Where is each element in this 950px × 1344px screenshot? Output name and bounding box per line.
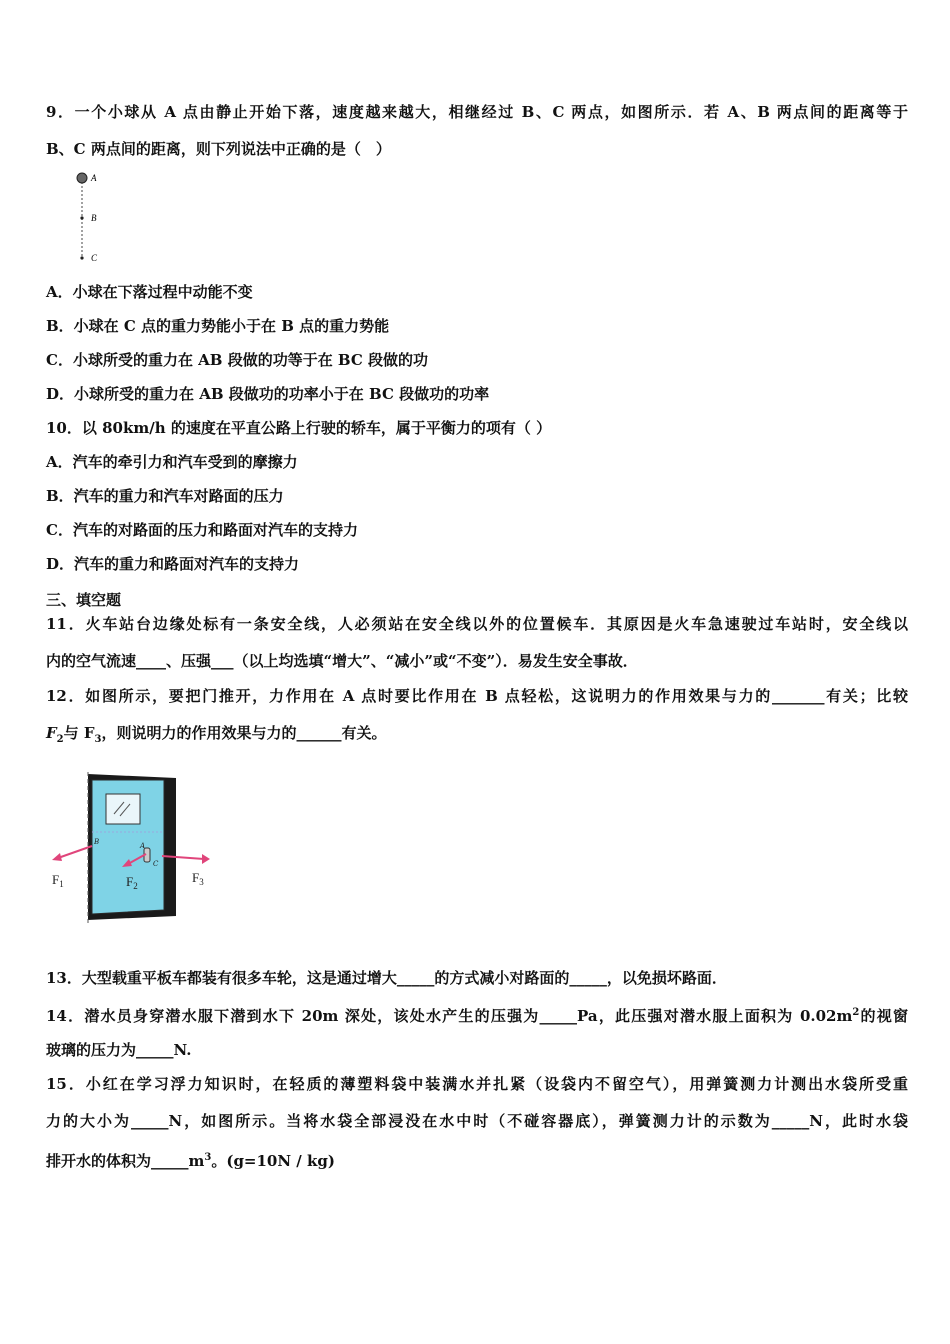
label-b: B [91,213,97,223]
q15-line2: 力的大小为_____N，如图所示。当将水袋全部浸没在水中时（不碰容器底），弹簧测力计的示数为_____N，此时水袋 [46,1112,908,1130]
door-window [106,794,140,824]
ball-icon [77,173,87,183]
q9-stem-line1: 9．一个小球从 A 点由静止开始下落，速度越来越大，相继经过 B、C 两点，如图所示．若 A、B 两点间的距离等于 [46,103,908,121]
section-title: 三、填空题 [46,591,122,609]
point-b-dot [80,216,83,219]
label-a: A [91,173,97,183]
q14-line2: 玻璃的压力为_____N. [46,1041,192,1059]
label-c: C [91,253,98,263]
q14-sup: 2 [852,1007,860,1018]
q14-line1-text: 14．潜水员身穿潜水服下潜到水下 20m 深处，该处水产生的压强为_____Pa，此压强对潜水服上面积为 0.02m [46,1007,853,1025]
point-a-label: A [140,842,146,850]
q9-option-d: D．小球所受的重力在 AB 段做功的功率小于在 BC 段做功的功率 [46,385,490,403]
force-f3-arrowhead [202,854,210,864]
q9-stem-line2: B、C 两点间的距离，则下列说法中正确的是（ ） [46,140,391,158]
q15-line3-end: 。(g=10N / kg) [211,1152,335,1170]
q12-f2-sub: 2 [56,734,64,745]
q15-line3 [46,1148,908,1171]
f1-label: $F_1$ [52,872,64,889]
q12-line2-end: ，则说明力的作用效果与力的______有关。 [101,724,387,742]
q12-line1: 12．如图所示，要把门推开，力作用在 A 点时要比作用在 B 点轻松，这说明力的作用效果与力的_______有关；比较 [46,687,908,705]
q9-option-a: A．小球在下落过程中动能不变 [46,283,253,301]
q15-line3-text: 排开水的体积为_____m [46,1152,205,1170]
point-b-label: B [94,838,100,846]
q12-line2-mid: 与 F [63,724,95,742]
q15-sup: 3 [204,1152,212,1163]
point-c-label: C [153,860,159,868]
door-force-figure [44,768,219,928]
force-f1-arrowhead [52,853,62,861]
q15-line1: 15．小红在学习浮力知识时，在轻质的薄塑料袋中装满水并扎紧（设袋内不留空气），用弹簧测力计测出水袋所受重 [46,1075,908,1093]
q14-line1-end: 的视窗 [859,1007,908,1025]
q11-line1: 11．火车站台边缘处标有一条安全线，人必须站在安全线以外的位置候车．其原因是火车急速驶过车站时，安全线以 [46,615,908,633]
q10-option-a: A．汽车的牵引力和汽车受到的摩擦力 [46,453,298,471]
q12-line2 [46,723,908,750]
q12-f3-sub: 3 [94,734,102,745]
q10-option-d: D．汽车的重力和路面对汽车的支持力 [46,555,300,573]
q13-line1: 13．大型载重平板车都装有很多车轮，这是通过增大_____的方式减小对路面的_____，以免损坏路面． [46,969,727,987]
q11-line2: 内的空气流速____、压强___（以上均选填“增大”、“减小”或“不变”）．易发生安全事故． [46,652,638,670]
q10-option-c: C．汽车的对路面的压力和路面对汽车的支持力 [46,521,358,539]
q10-stem: 10．以 80km/h 的速度在平直公路上行驶的轿车，属于平衡力的项有（ ） [46,419,552,437]
q10-option-b: B．汽车的重力和汽车对路面的压力 [46,487,284,505]
f3-label: $F_3$ [192,870,204,887]
f2-label: $F_2$ [126,874,138,891]
falling-ball-figure [70,168,110,268]
q12-f2-symbol: F [46,724,57,742]
force-f1-arrow [58,846,92,858]
q9-option-c: C．小球所受的重力在 AB 段做的功等于在 BC 段做的功 [46,351,429,369]
q14-line1 [46,1003,908,1026]
q9-option-b: B．小球在 C 点的重力势能小于在 B 点的重力势能 [46,317,390,335]
point-c-dot [80,256,83,259]
